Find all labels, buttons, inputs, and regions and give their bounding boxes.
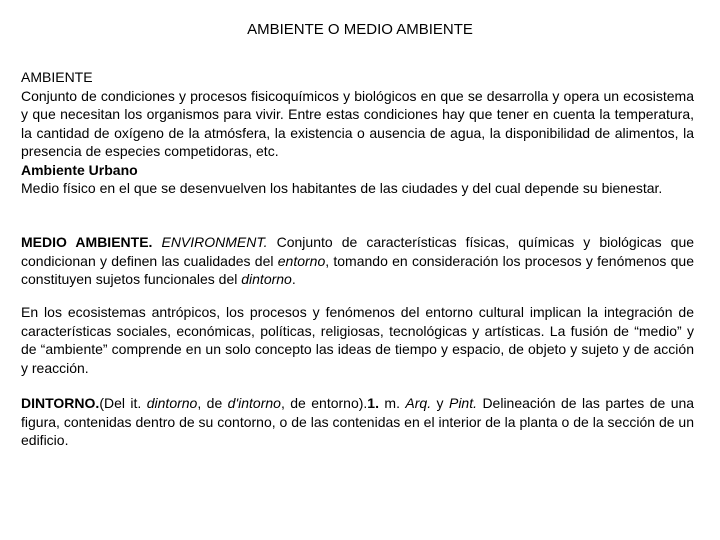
- heading-ambiente-urbano: Ambiente Urbano: [21, 161, 138, 178]
- ambiente-definition: Conjunto de condiciones y procesos fisicoquímicos y biológicos en que se desarrolla y opera un ecosistema y que necesitan los organismos para vivir. Entre estas condiciones hay que tener en cuenta la temperatura, la cantidad de oxígeno de la atmósfera, la existencia o ausencia de agua, la disponibilidad de alimentos, la presencia de especies competidoras, etc.: [21, 87, 694, 159]
- section-ecosistemas: [21, 303, 694, 377]
- dintorno-definition: Delineación de las partes de una figura, contenidas dentro de su contorno, o de las contenidas en el interior de la planta o de la sección de un edificio.: [21, 395, 695, 448]
- dintorno-text-b: , de: [197, 395, 223, 411]
- section-medio-ambiente: [21, 233, 694, 289]
- dintorno-sense-number: 1.: [367, 395, 379, 411]
- dintorno-text-d: m.: [384, 395, 400, 411]
- term-medio-ambiente: MEDIO AMBIENTE.: [21, 234, 153, 250]
- ecosistemas-paragraph: En los ecosistemas antrópicos, los procesos y fenómenos del entorno cultural implican la integración de características sociales, económicas, políticas, religiosas, tecnológicas y artísticas. La fusión de “medio” y de “ambiente” comprende en un solo concepto las ideas de tiempo y espacio, de objeto y sujeto y de acción y reacción.: [21, 304, 694, 376]
- word-dintorno: dintorno: [241, 271, 292, 287]
- dintorno-abbr-arq: Arq.: [405, 395, 432, 411]
- dintorno-italic-1: dintorno: [146, 395, 198, 411]
- section-dintorno: [21, 394, 694, 450]
- section-ambiente: [21, 68, 694, 198]
- translation-environment: ENVIRONMENT.: [161, 234, 268, 250]
- ambiente-urbano-definition: Medio físico en el que se desenvuelven los habitantes de las ciudades y del cual depende su bienestar.: [21, 180, 663, 196]
- term-dintorno: DINTORNO.: [21, 395, 100, 411]
- dintorno-text-c: , de entorno).: [280, 395, 368, 411]
- heading-ambiente: AMBIENTE: [21, 69, 93, 85]
- dintorno-text-e: y: [436, 395, 444, 411]
- dintorno-abbr-pint: Pint.: [448, 395, 477, 411]
- medio-ambiente-text-b: , tomando en consideración los procesos y fenómenos que constituyen sujetos funcionales del: [21, 252, 694, 287]
- word-entorno: entorno: [277, 252, 326, 269]
- dintorno-text-a: (Del it.: [99, 395, 142, 411]
- medio-ambiente-text-a: Conjunto de características físicas, químicas y biológicas que condicionan y definen las cualidades del: [21, 234, 695, 269]
- document-title: AMBIENTE O MEDIO AMBIENTE: [247, 21, 473, 38]
- medio-ambiente-text-c: .: [291, 271, 296, 287]
- dintorno-italic-2: d'intorno: [227, 395, 281, 411]
